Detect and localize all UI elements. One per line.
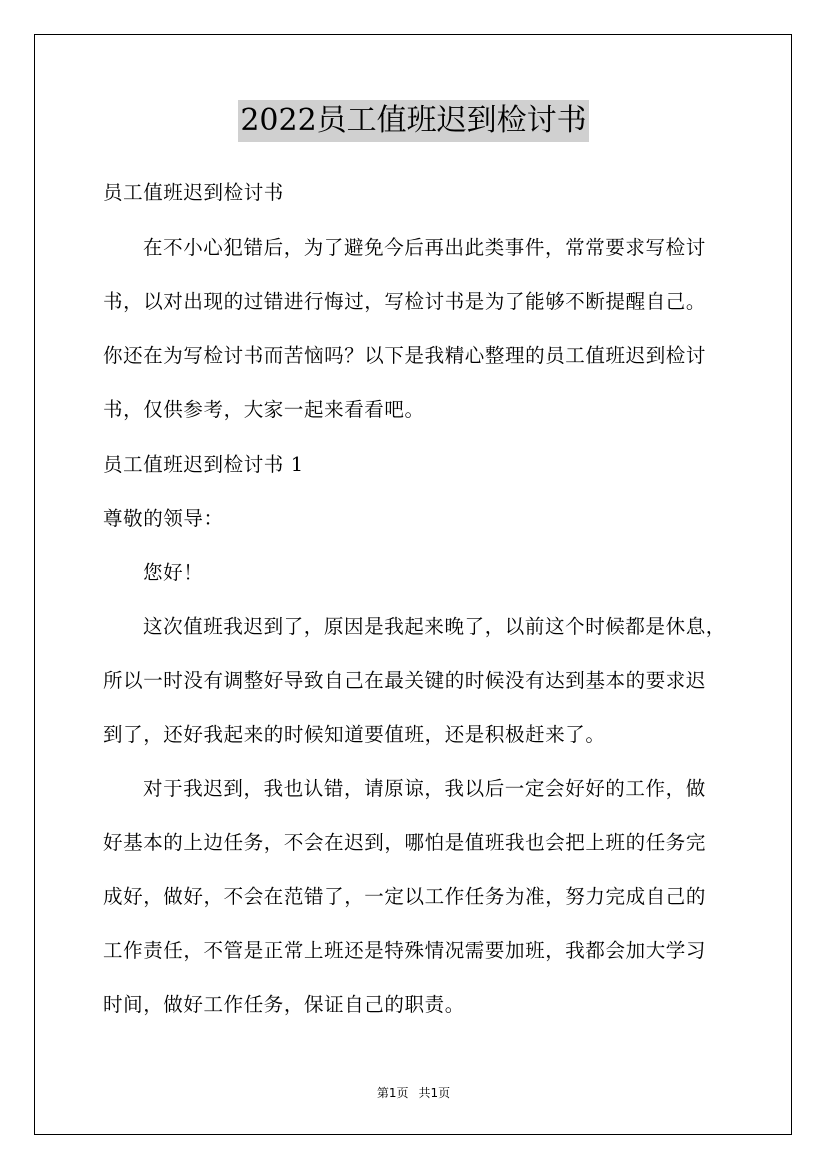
salutation: 尊敬的领导：	[103, 507, 224, 530]
subtitle: 员工值班迟到检讨书	[103, 181, 284, 204]
intro-line: 书，仅供参考，大家一起来看看吧。	[103, 398, 425, 421]
paragraph-line: 成好，做好，不会在范错了，一定以工作任务为准，努力完成自己的	[103, 885, 707, 908]
section-heading: 员工值班迟到检讨书 1	[103, 453, 304, 476]
paragraph-line: 好基本的上边任务，不会在迟到，哪怕是值班我也会把上班的任务完	[103, 831, 707, 854]
intro-line: 书，以对出现的过错进行悔过，写检讨书是为了能够不断提醒自己。	[103, 290, 707, 313]
paragraph-line: 对于我迟到，我也认错，请原谅，我以后一定会好好的工作，做	[143, 777, 706, 800]
paragraph-line: 这次值班我迟到了，原因是我起来晚了，以前这个时候都是休息，	[143, 615, 726, 638]
document-title-wrap	[0, 100, 827, 142]
paragraph-line: 到了，还好我起来的时候知道要值班，还是积极赶来了。	[103, 723, 606, 746]
document-title: 2022员工值班迟到检讨书	[238, 100, 588, 142]
paragraph-line: 工作责任，不管是正常上班还是特殊情况需要加班，我都会加大学习	[103, 939, 707, 962]
paragraph-line: 所以一时没有调整好导致自己在最关键的时候没有达到基本的要求迟	[103, 669, 707, 692]
intro-line: 在不小心犯错后，为了避免今后再出此类事件，常常要求写检讨	[143, 236, 706, 259]
page-number: 第1页	[376, 1086, 409, 1100]
intro-line: 你还在为写检讨书而苦恼吗？以下是我精心整理的员工值班迟到检讨	[103, 344, 707, 367]
paragraph-line: 时间，做好工作任务，保证自己的职责。	[103, 993, 465, 1016]
greeting: 您好！	[143, 561, 204, 584]
page-total: 共1页	[418, 1086, 451, 1100]
page-footer	[0, 1085, 827, 1101]
